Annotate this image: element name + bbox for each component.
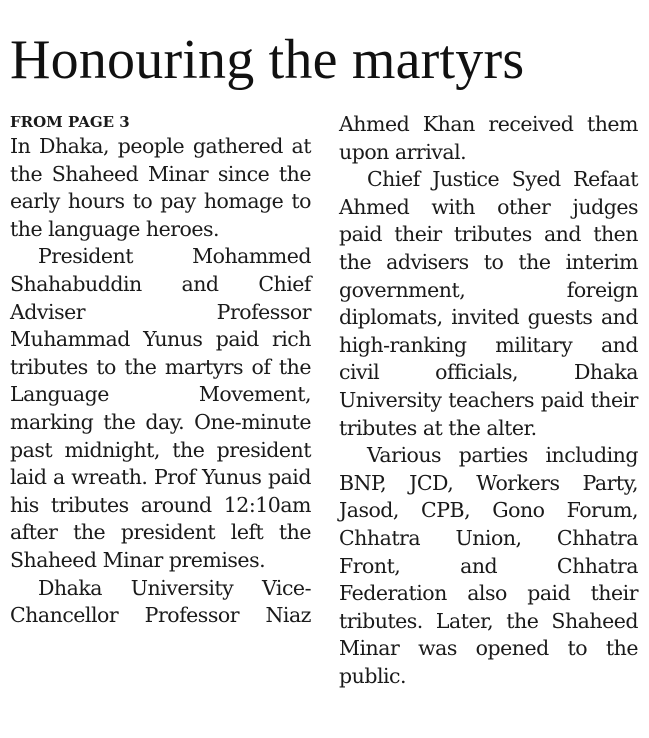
kicker: FROM PAGE 3 <box>10 113 130 131</box>
headline: Honouring the martyrs <box>10 29 525 91</box>
article-column-left <box>10 110 311 630</box>
paragraph-1: In Dhaka, people gathered at the Shaheed Minar since the early hours to pay homage to the language heroes. <box>10 134 311 241</box>
article-column-right <box>339 111 638 690</box>
paragraph-2: President Mohammed Shahabuddin and Chief Adviser Professor Muhammad Yunus paid rich tributes to the martyrs of the Language Movement, marking the day. One-minute past midnight, the president laid a wreath. Prof Yunus paid his tributes around 12:10am after the president left the Shaheed Minar premises. <box>10 244 311 572</box>
paragraph-5: Various parties including BNP, JCD, Workers Party, Jasod, CPB, Gono Forum, Chhatra Union, Chhatra Front, and Chhatra Federation also paid their tributes. Later, the Shaheed Minar was opened to the public. <box>339 443 638 688</box>
paragraph-3-start: Dhaka University Vice-Chancellor Professor Niaz <box>10 575 311 628</box>
paragraph-4: Chief Justice Syed Refaat Ahmed with other judges paid their tributes and then the advisers to the interim government, foreign diplomats, invited guests and high-ranking military and civil officials, Dhaka University teachers paid their tributes at the alter. <box>339 167 638 440</box>
paragraph-3-continued: Ahmed Khan received them upon arrival. <box>339 112 638 164</box>
